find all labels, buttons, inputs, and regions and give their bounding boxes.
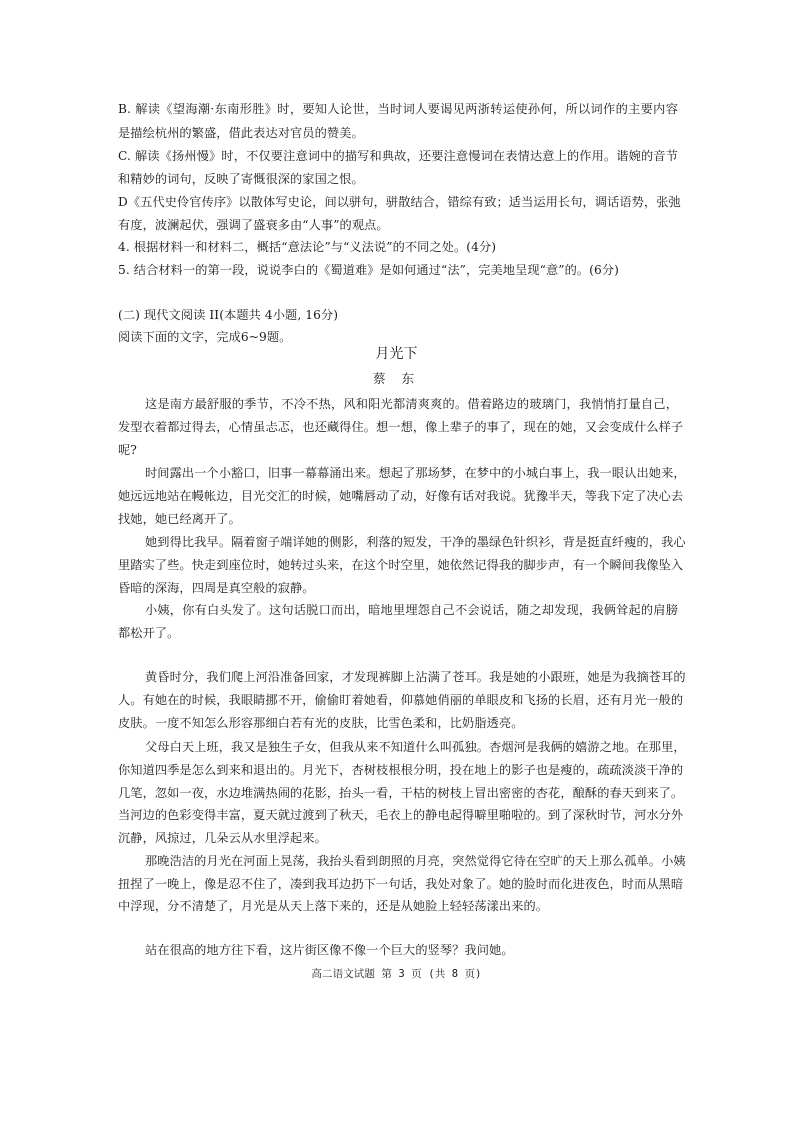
paragraph-6-line-3: 几笔，忽如一夜，水边堆满热闹的花影，抬头一看，干枯的树枝上冒出密密的杏花，酿酥的春天到来了。: [118, 786, 684, 800]
paragraph-2-line-1: 时间露出一个小豁口，旧事一幕幕涌出来。想起了那场梦，在梦中的小城白事上，我一眼认出她来，: [145, 466, 686, 480]
paragraph-2-line-2: 她远远地站在幔帐边，目光交汇的时候，她嘴唇动了动，好像有话对我说。犹豫半天，等我下定了决心去: [118, 489, 684, 503]
paragraph-6-line-2: 你知道四季是怎么到来和退出的。月光下，杏树枝根根分明，投在地上的影子也是瘦的，疏疏淡淡干净的: [118, 763, 684, 777]
paragraph-7-line-1: 那晚浩洁的月光在河面上晃荡，我抬头看到朗照的月亮，突然觉得它待在空旷的天上那么孤单。小姨: [145, 854, 686, 868]
section-instruction: 阅读下面的文字，完成6~9题。: [118, 330, 292, 344]
option-b-line-1: B. 解读《望海潮·东南形胜》时，要知人论世，当时词人要谒见两浙转运使孙何，所以词作的主要内容: [118, 102, 678, 116]
option-c-line-2: 和精妙的词句，反映了寄慨很深的家国之恨。: [118, 172, 364, 186]
option-d-line-1: D《五代史伶官传序》以散体写史论，间以骈句，骈散结合，错综有致；适当运用长句，调话语势，张弛: [118, 195, 681, 209]
paragraph-1-line-3: 呢?: [118, 443, 137, 457]
paragraph-5-line-1: 黄昏时分，我们爬上河沿准备回家，才发现裤脚上沾满了苍耳。我是她的小跟班，她是为我摘苍耳的: [145, 670, 686, 684]
option-d-line-2: 有度，波澜起伏，强调了盛衰多由“人事”的观点。: [118, 218, 389, 232]
paragraph-6-line-1: 父母白天上班，我又是独生子女，但我从来不知道什么叫孤独。杏烟河是我俩的嬉游之地。在那里，: [145, 740, 686, 754]
story-title: 月光下: [375, 346, 418, 362]
paragraph-7-line-2: 扭捏了一晚上，像是忍不住了，凑到我耳边扔下一句话，我处对象了。她的脸时而化进夜色，时而从黑暗: [118, 877, 684, 891]
paragraph-3-line-2: 里踏实了些。快走到座位时，她转过头来，在这个时空里，她依然记得我的脚步声，有一个瞬间我像坠入: [118, 558, 684, 572]
paragraph-2-line-3: 找她，她已经离开了。: [118, 512, 241, 526]
paragraph-6-line-5: 沉静，风掠过，几朵云从水里浮起来。: [118, 831, 327, 845]
paragraph-1-line-2: 发型衣着都过得去，心情虽忐忑，也还藏得住。想一想，像上辈子的事了，现在的她，又会变成什么样子: [118, 420, 684, 434]
question-5: 5. 结合材料一的第一段，说说李白的《蜀道难》是如何通过“法”，完美地呈现“意”的。(6分): [118, 263, 620, 277]
section-heading: (二) 现代文阅读 II(本题共 4小题, 16分): [118, 308, 339, 322]
option-b-line-2: 是描绘杭州的繁盛，借此表达对官员的赞美。: [118, 126, 364, 140]
paragraph-6-line-4: 当河边的色彩变得丰富，夏天就过渡到了秋天，毛衣上的静电起得噼里啪啦的。到了深秋时节，河水分外: [118, 808, 684, 822]
paragraph-3-line-3: 昏暗的深海，四周是真空般的寂静。: [118, 581, 315, 595]
paragraph-1-line-1: 这是南方最舒服的季节，不冷不热，风和阳光都清爽爽的。借着路边的玻璃门，我悄悄打量自己，: [145, 397, 678, 411]
paragraph-4-line-2: 都松开了。: [118, 626, 180, 640]
paragraph-7-line-3: 中浮现，分不清楚了，月光是从天上落下来的，还是从她脸上轻轻荡漾出来的。: [118, 899, 549, 913]
page-footer: 高二语文试题 第 3 页 (共 8 页): [311, 968, 482, 980]
paragraph-4-line-1: 小姨，你有白头发了。这句话脱口而出，暗地里埋怨自己不会说话，随之却发现，我俩耸起的肩膀: [145, 603, 678, 617]
paragraph-5-line-3: 皮肤。一度不知怎么形容那细白若有光的皮肤，比雪色柔和，比奶脂透亮。: [118, 716, 524, 730]
question-4: 4. 根据材料一和材料二，概括“意法论”与“义法说”的不同之处。(4分): [118, 240, 497, 254]
paragraph-8-line-1: 站在很高的地方往下看，这片街区像不像一个巨大的竖琴？我问她。: [145, 943, 514, 957]
story-author: 蔡 东: [373, 371, 420, 386]
option-c-line-1: C. 解读《扬州慢》时，不仅要注意词中的描写和典故，还要注意慢词在表情达意上的作用。谐婉的音节: [118, 149, 678, 163]
paragraph-5-line-2: 人。有她在的时候，我眼睛挪不开，偷偷盯着她看，仰慕她俏丽的单眼皮和飞扬的长眉，还有月光一般的: [118, 693, 684, 707]
paragraph-3-line-1: 她到得比我早。隔着窗子端详她的侧影，利落的短发，干净的墨绿色针织衫，背是挺直纤瘦的，我心: [145, 535, 686, 549]
